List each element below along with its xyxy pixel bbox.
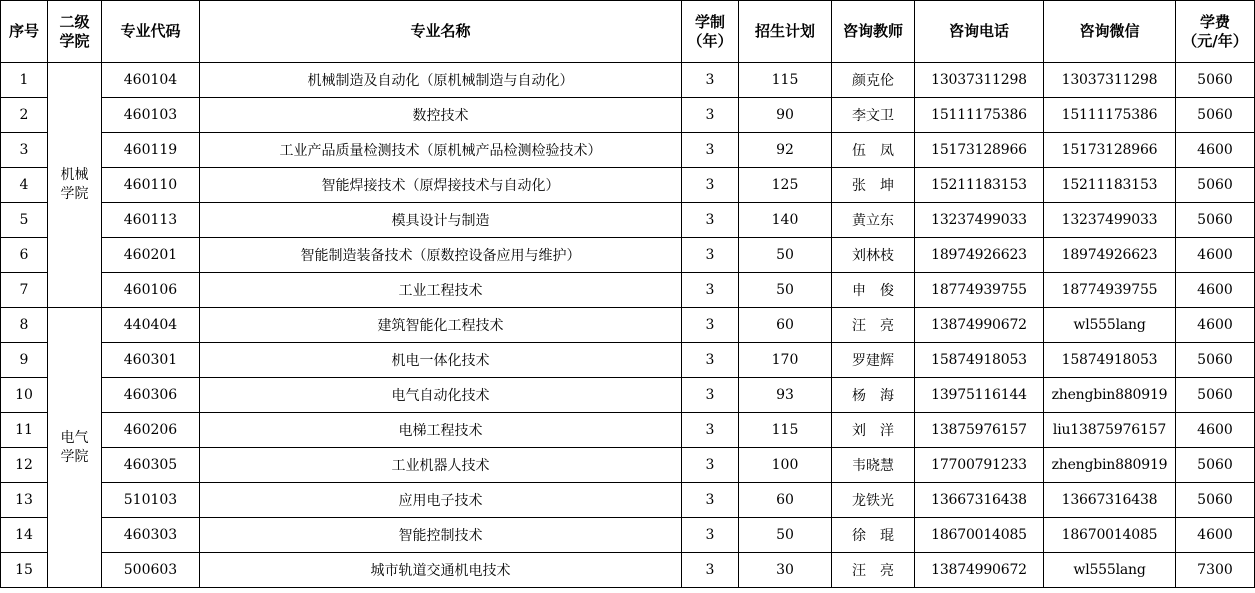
cell-code: 440404 (102, 308, 200, 343)
cell-phone: 13975116144 (915, 378, 1044, 413)
cell-code: 460110 (102, 168, 200, 203)
cell-fee: 4600 (1176, 308, 1255, 343)
cell-name: 机电一体化技术 (200, 343, 682, 378)
cell-teacher: 汪 亮 (832, 308, 915, 343)
cell-code: 460119 (102, 133, 200, 168)
cell-wechat: 15211183153 (1044, 168, 1176, 203)
header-plan: 招生计划 (739, 1, 832, 63)
cell-seq: 4 (1, 168, 48, 203)
cell-phone: 15173128966 (915, 133, 1044, 168)
cell-phone: 13237499033 (915, 203, 1044, 238)
cell-teacher: 刘 洋 (832, 413, 915, 448)
table-row (1, 238, 1255, 273)
cell-seq: 9 (1, 343, 48, 378)
cell-code: 460113 (102, 203, 200, 238)
cell-phone: 18974926623 (915, 238, 1044, 273)
table-row (1, 203, 1255, 238)
cell-teacher: 汪 亮 (832, 553, 915, 588)
cell-phone: 15111175386 (915, 98, 1044, 133)
cell-name: 工业工程技术 (200, 273, 682, 308)
cell-code: 460301 (102, 343, 200, 378)
table-row (1, 378, 1255, 413)
table-row (1, 343, 1255, 378)
cell-plan: 50 (739, 273, 832, 308)
cell-fee: 5060 (1176, 378, 1255, 413)
header-code: 专业代码 (102, 1, 200, 63)
cell-plan: 93 (739, 378, 832, 413)
cell-teacher: 张 坤 (832, 168, 915, 203)
cell-years: 3 (682, 308, 739, 343)
header-years: 学制 （年） (682, 1, 739, 63)
cell-name: 电梯工程技术 (200, 413, 682, 448)
cell-phone: 13874990672 (915, 553, 1044, 588)
cell-phone: 15211183153 (915, 168, 1044, 203)
cell-plan: 115 (739, 413, 832, 448)
cell-years: 3 (682, 203, 739, 238)
college-mech: 机械 学院 (48, 63, 102, 308)
cell-teacher: 徐 琨 (832, 518, 915, 553)
cell-seq: 13 (1, 483, 48, 518)
table-row (1, 518, 1255, 553)
cell-seq: 15 (1, 553, 48, 588)
cell-code: 500603 (102, 553, 200, 588)
table-row (1, 553, 1255, 588)
cell-name: 机械制造及自动化（原机械制造与自动化） (200, 63, 682, 98)
header-phone: 咨询电话 (915, 1, 1044, 63)
cell-years: 3 (682, 98, 739, 133)
cell-seq: 5 (1, 203, 48, 238)
cell-years: 3 (682, 518, 739, 553)
cell-phone: 17700791233 (915, 448, 1044, 483)
cell-plan: 90 (739, 98, 832, 133)
cell-wechat: zhengbin880919 (1044, 448, 1176, 483)
cell-years: 3 (682, 273, 739, 308)
cell-phone: 18670014085 (915, 518, 1044, 553)
cell-name: 城市轨道交通机电技术 (200, 553, 682, 588)
cell-plan: 30 (739, 553, 832, 588)
cell-name: 应用电子技术 (200, 483, 682, 518)
cell-name: 模具设计与制造 (200, 203, 682, 238)
cell-fee: 4600 (1176, 518, 1255, 553)
cell-wechat: wl555lang (1044, 308, 1176, 343)
cell-fee: 4600 (1176, 273, 1255, 308)
cell-phone: 18774939755 (915, 273, 1044, 308)
cell-wechat: zhengbin880919 (1044, 378, 1176, 413)
cell-plan: 60 (739, 483, 832, 518)
cell-name: 智能控制技术 (200, 518, 682, 553)
cell-name: 建筑智能化工程技术 (200, 308, 682, 343)
header-wechat: 咨询微信 (1044, 1, 1176, 63)
cell-fee: 5060 (1176, 203, 1255, 238)
cell-teacher: 龙铁光 (832, 483, 915, 518)
cell-teacher: 申 俊 (832, 273, 915, 308)
cell-wechat: 15874918053 (1044, 343, 1176, 378)
cell-seq: 2 (1, 98, 48, 133)
cell-years: 3 (682, 553, 739, 588)
table-row (1, 133, 1255, 168)
cell-plan: 170 (739, 343, 832, 378)
header-teacher: 咨询教师 (832, 1, 915, 63)
cell-phone: 13874990672 (915, 308, 1044, 343)
cell-seq: 10 (1, 378, 48, 413)
cell-code: 460306 (102, 378, 200, 413)
table-body (1, 63, 1255, 588)
cell-years: 3 (682, 413, 739, 448)
cell-wechat: liu13875976157 (1044, 413, 1176, 448)
cell-years: 3 (682, 378, 739, 413)
cell-code: 460303 (102, 518, 200, 553)
cell-teacher: 韦晓慧 (832, 448, 915, 483)
table-row (1, 98, 1255, 133)
cell-code: 460305 (102, 448, 200, 483)
cell-plan: 92 (739, 133, 832, 168)
cell-years: 3 (682, 343, 739, 378)
cell-name: 数控技术 (200, 98, 682, 133)
cell-fee: 4600 (1176, 238, 1255, 273)
header-fee: 学费 （元/年） (1176, 1, 1255, 63)
cell-seq: 6 (1, 238, 48, 273)
cell-name: 电气自动化技术 (200, 378, 682, 413)
cell-wechat: 18974926623 (1044, 238, 1176, 273)
cell-fee: 5060 (1176, 98, 1255, 133)
cell-seq: 8 (1, 308, 48, 343)
cell-teacher: 伍 凤 (832, 133, 915, 168)
cell-wechat: wl555lang (1044, 553, 1176, 588)
cell-name: 智能焊接技术（原焊接技术与自动化） (200, 168, 682, 203)
cell-years: 3 (682, 63, 739, 98)
cell-fee: 4600 (1176, 413, 1255, 448)
cell-years: 3 (682, 238, 739, 273)
cell-wechat: 15173128966 (1044, 133, 1176, 168)
cell-years: 3 (682, 483, 739, 518)
cell-plan: 115 (739, 63, 832, 98)
cell-code: 460104 (102, 63, 200, 98)
cell-wechat: 13037311298 (1044, 63, 1176, 98)
cell-teacher: 罗建辉 (832, 343, 915, 378)
cell-seq: 1 (1, 63, 48, 98)
header-seq: 序号 (1, 1, 48, 63)
college-elec: 电气 学院 (48, 308, 102, 588)
cell-fee: 7300 (1176, 553, 1255, 588)
cell-years: 3 (682, 168, 739, 203)
cell-code: 510103 (102, 483, 200, 518)
cell-plan: 125 (739, 168, 832, 203)
cell-seq: 14 (1, 518, 48, 553)
cell-fee: 5060 (1176, 448, 1255, 483)
cell-fee: 5060 (1176, 168, 1255, 203)
cell-teacher: 黄立东 (832, 203, 915, 238)
header-name: 专业名称 (200, 1, 682, 63)
table-row (1, 168, 1255, 203)
cell-plan: 50 (739, 518, 832, 553)
table-row (1, 483, 1255, 518)
cell-seq: 3 (1, 133, 48, 168)
cell-teacher: 刘林枝 (832, 238, 915, 273)
table-row (1, 63, 1255, 98)
cell-seq: 11 (1, 413, 48, 448)
cell-code: 460201 (102, 238, 200, 273)
cell-teacher: 李文卫 (832, 98, 915, 133)
cell-teacher: 杨 海 (832, 378, 915, 413)
cell-years: 3 (682, 448, 739, 483)
table-row (1, 448, 1255, 483)
table-row (1, 273, 1255, 308)
cell-teacher: 颜克伦 (832, 63, 915, 98)
header-college: 二级 学院 (48, 1, 102, 63)
cell-fee: 5060 (1176, 483, 1255, 518)
cell-wechat: 13237499033 (1044, 203, 1176, 238)
cell-name: 智能制造装备技术（原数控设备应用与维护） (200, 238, 682, 273)
table-row (1, 413, 1255, 448)
cell-fee: 5060 (1176, 343, 1255, 378)
cell-wechat: 13667316438 (1044, 483, 1176, 518)
cell-code: 460206 (102, 413, 200, 448)
cell-fee: 4600 (1176, 133, 1255, 168)
cell-wechat: 18774939755 (1044, 273, 1176, 308)
cell-code: 460106 (102, 273, 200, 308)
cell-phone: 13875976157 (915, 413, 1044, 448)
cell-plan: 100 (739, 448, 832, 483)
cell-phone: 13667316438 (915, 483, 1044, 518)
cell-plan: 50 (739, 238, 832, 273)
cell-phone: 15874918053 (915, 343, 1044, 378)
cell-seq: 12 (1, 448, 48, 483)
cell-wechat: 18670014085 (1044, 518, 1176, 553)
cell-seq: 7 (1, 273, 48, 308)
header-row (1, 1, 1255, 63)
cell-name: 工业机器人技术 (200, 448, 682, 483)
cell-plan: 140 (739, 203, 832, 238)
cell-years: 3 (682, 133, 739, 168)
cell-phone: 13037311298 (915, 63, 1044, 98)
cell-plan: 60 (739, 308, 832, 343)
cell-code: 460103 (102, 98, 200, 133)
cell-fee: 5060 (1176, 63, 1255, 98)
table-row (1, 308, 1255, 343)
cell-wechat: 15111175386 (1044, 98, 1176, 133)
cell-name: 工业产品质量检测技术（原机械产品检测检验技术） (200, 133, 682, 168)
